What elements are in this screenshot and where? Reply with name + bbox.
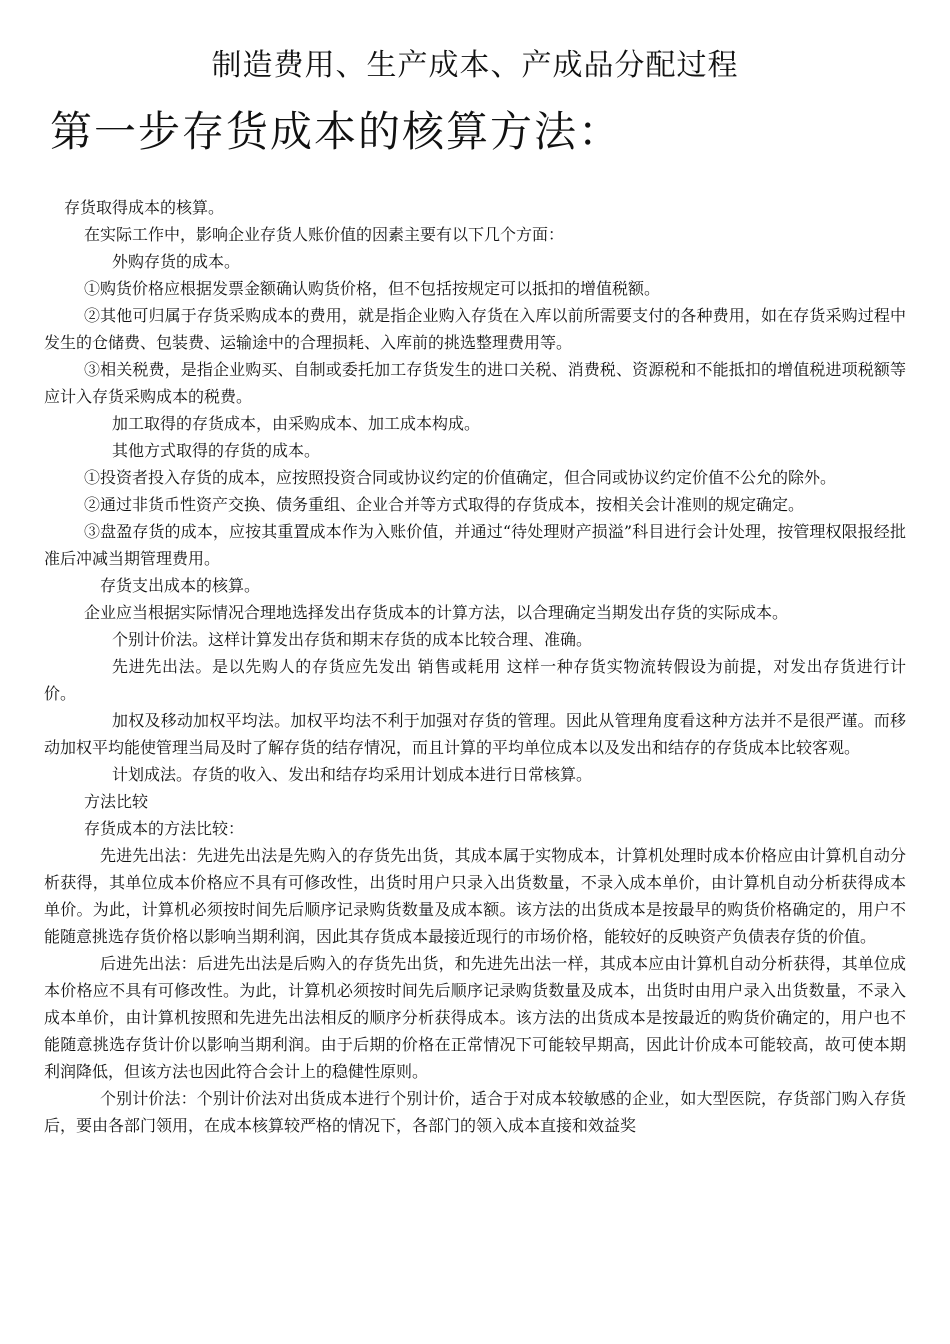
paragraph: ②通过非货币性资产交换、债务重组、企业合并等方式取得的存货成本，按相关会计准则的规定确定。 bbox=[84, 495, 805, 514]
paragraph: 在实际工作中，影响企业存货人账价值的因素主要有以下几个方面： bbox=[84, 225, 565, 244]
paragraph: 先进先出法。是以先购人的存货应先发出 销售或耗用 这样一种存货实物流转假设为前提，对发出存货进行计价。 bbox=[44, 657, 906, 703]
paragraph: 个别计价法。这样计算发出存货和期末存货的成本比较合理、准确。 bbox=[112, 630, 593, 649]
paragraph: ①购货价格应根据发票金额确认购货价格，但不包括按规定可以抵扣的增值税额。 bbox=[84, 279, 661, 298]
document-body bbox=[44, 194, 906, 1139]
paragraph: 外购存货的成本。 bbox=[112, 252, 241, 271]
paragraph: 方法比较 bbox=[84, 792, 149, 811]
paragraph: 先进先出法：先进先出法是先购入的存货先出货，其成本属于实物成本，计算机处理时成本价格应由计算机自动分析获得，其单位成本价格应不具有可修改性，出货时用户只录入出货数量，不录入成本单价，由计算机自动分析获得成本单价。为此，计算机必须按时间先后顺序记录购货数量及成本额。该方法的出货成本是按最早的购货价格确定的，用户不能随意挑选存货价格以影响当期利润，因此其存货成本最接近现行的市场价格，能较好的反映资产负债表存货的价值。 bbox=[44, 846, 906, 946]
paragraph: 加工取得的存货成本，由采购成本、加工成本构成。 bbox=[112, 414, 481, 433]
paragraph: 存货成本的方法比较： bbox=[84, 819, 245, 838]
document-title: 制造费用、生产成本、产成品分配过程 bbox=[211, 48, 739, 83]
paragraph: ③盘盈存货的成本，应按其重置成本作为入账价值，并通过“待处理财产损溢”科目进行会计处理，按管理权限报经批准后冲减当期管理费用。 bbox=[44, 522, 906, 568]
step-heading: 第一步存货成本的核算方法： bbox=[50, 107, 623, 156]
paragraph: 企业应当根据实际情况合理地选择发出存货成本的计算方法，以合理确定当期发出存货的实际成本。 bbox=[84, 603, 789, 622]
paragraph: ②其他可归属于存货采购成本的费用，就是指企业购入存货在入库以前所需要支付的各种费用，如在存货采购过程中发生的仓储费、包装费、运输途中的合理损耗、入库前的挑选整理费用等。 bbox=[44, 306, 906, 352]
paragraph: ③相关税费，是指企业购买、自制或委托加工存货发生的进口关税、消费税、资源税和不能抵扣的增值税进项税额等应计入存货采购成本的税费。 bbox=[44, 360, 906, 406]
paragraph: 加权及移动加权平均法。加权平均法不利于加强对存货的管理。因此从管理角度看这种方法并不是很严谨。而移动加权平均能使管理当局及时了解存货的结存情况，而且计算的平均单位成本以及发出和结存的存货成本比较客观。 bbox=[44, 711, 906, 757]
paragraph: 计划成法。存货的收入、发出和结存均采用计划成本进行日常核算。 bbox=[112, 765, 593, 784]
paragraph: 存货取得成本的核算。 bbox=[64, 198, 225, 217]
paragraph: 后进先出法：后进先出法是后购入的存货先出货，和先进先出法一样，其成本应由计算机自动分析获得，其单位成本价格应不具有可修改性。为此，计算机必须按时间先后顺序记录购货数量及成本，出货时由用户录入出货数量，不录入成本单价，由计算机按照和先进先出法相反的顺序分析获得成本。该方法的出货成本是按最近的购货价确定的，用户也不能随意挑选存货计价以影响当期利润。由于后期的价格在正常情况下可能较早期高，因此计价成本可能较高，故可使本期利润降低，但该方法也因此符合会计上的稳健性原则。 bbox=[44, 954, 906, 1081]
paragraph: 存货支出成本的核算。 bbox=[100, 576, 261, 595]
paragraph: ①投资者投入存货的成本，应按照投资合同或协议约定的价值确定，但合同或协议约定价值不公允的除外。 bbox=[84, 468, 837, 487]
paragraph: 其他方式取得的存货的成本。 bbox=[112, 441, 321, 460]
paragraph: 个别计价法：个别计价法对出货成本进行个别计价，适合于对成本较敏感的企业，如大型医院，存货部门购入存货后，要由各部门领用，在成本核算较严格的情况下，各部门的领入成本直接和效益奖 bbox=[44, 1089, 906, 1135]
